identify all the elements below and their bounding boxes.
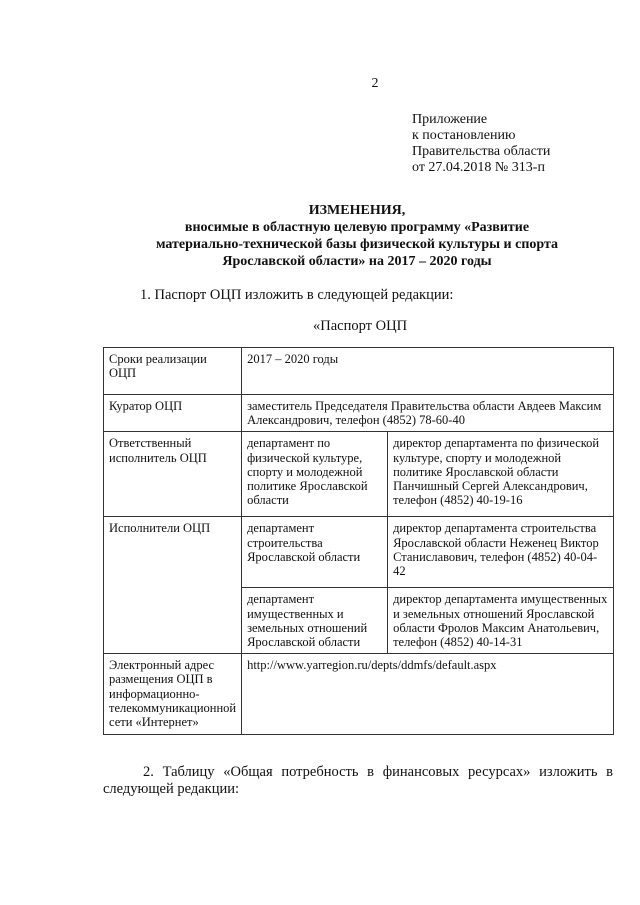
appendix-line: Правительства области	[412, 144, 551, 159]
executor-person: директор департамента строительства Ярославской области Неженец Виктор Станиславович, телефон (4852) 40-04-42	[388, 517, 614, 588]
table-row	[104, 432, 614, 517]
appendix-line: от 27.04.2018 № 313-п	[412, 160, 545, 175]
appendix-line: к постановлению	[412, 128, 516, 143]
executors-label: Исполнители ОЦП	[104, 517, 242, 654]
page-number: 2	[371, 76, 379, 91]
table-row	[104, 348, 614, 395]
curator-value: заместитель Председателя Правительства области Авдеев Максим Александрович, телефон (4852) 78-60-40	[242, 395, 614, 432]
title-line: материально-технической базы физической культуры и спорта	[155, 237, 559, 252]
table-row	[104, 517, 614, 588]
curator-label: Куратор ОЦП	[104, 395, 242, 432]
terms-value: 2017 – 2020 годы	[242, 348, 614, 395]
title-heading: ИЗМЕНЕНИЯ,	[308, 203, 406, 218]
appendix-block	[412, 112, 550, 176]
executor-department: департамент имущественных и земельных отношений Ярославской области	[242, 588, 388, 654]
title-line: Ярославской области» на 2017 – 2020 годы	[222, 254, 492, 269]
paragraph-1: 1. Паспорт ОЦП изложить в следующей редакции:	[140, 287, 454, 303]
table-row	[104, 395, 614, 432]
responsible-person: директор департамента по физической культуре, спорту и молодежной политике Ярославской области Панчишный Сергей Александрович, телефон (4852) 40-19-16	[388, 432, 614, 517]
address-value: http://www.yarregion.ru/depts/ddmfs/default.aspx	[242, 654, 614, 735]
executor-person: директор департамента имущественных и земельных отношений Ярославской области Фролов Максим Анатольевич, телефон (4852) 40-14-31	[388, 588, 614, 654]
terms-label: Сроки реализации ОЦП	[104, 348, 242, 395]
address-label: Электронный адрес размещения ОЦП в информационно-телекоммуникационной сети «Интернет»	[104, 654, 242, 735]
paragraph-2: 2. Таблицу «Общая потребность в финансовых ресурсах» изложить в следующей редакции:	[103, 764, 613, 797]
responsible-department: департамент по физической культуре, спорту и молодежной политике Ярославской области	[242, 432, 388, 517]
passport-table	[103, 347, 614, 735]
title-line: вносимые в областную целевую программу «Развитие	[184, 220, 530, 235]
responsible-label: Ответственный исполнитель ОЦП	[104, 432, 242, 517]
passport-title: «Паспорт ОЦП	[313, 318, 408, 334]
table-row	[104, 654, 614, 735]
appendix-line: Приложение	[412, 112, 488, 127]
document-title	[100, 202, 614, 270]
executor-department: департамент строительства Ярославской области	[242, 517, 388, 588]
